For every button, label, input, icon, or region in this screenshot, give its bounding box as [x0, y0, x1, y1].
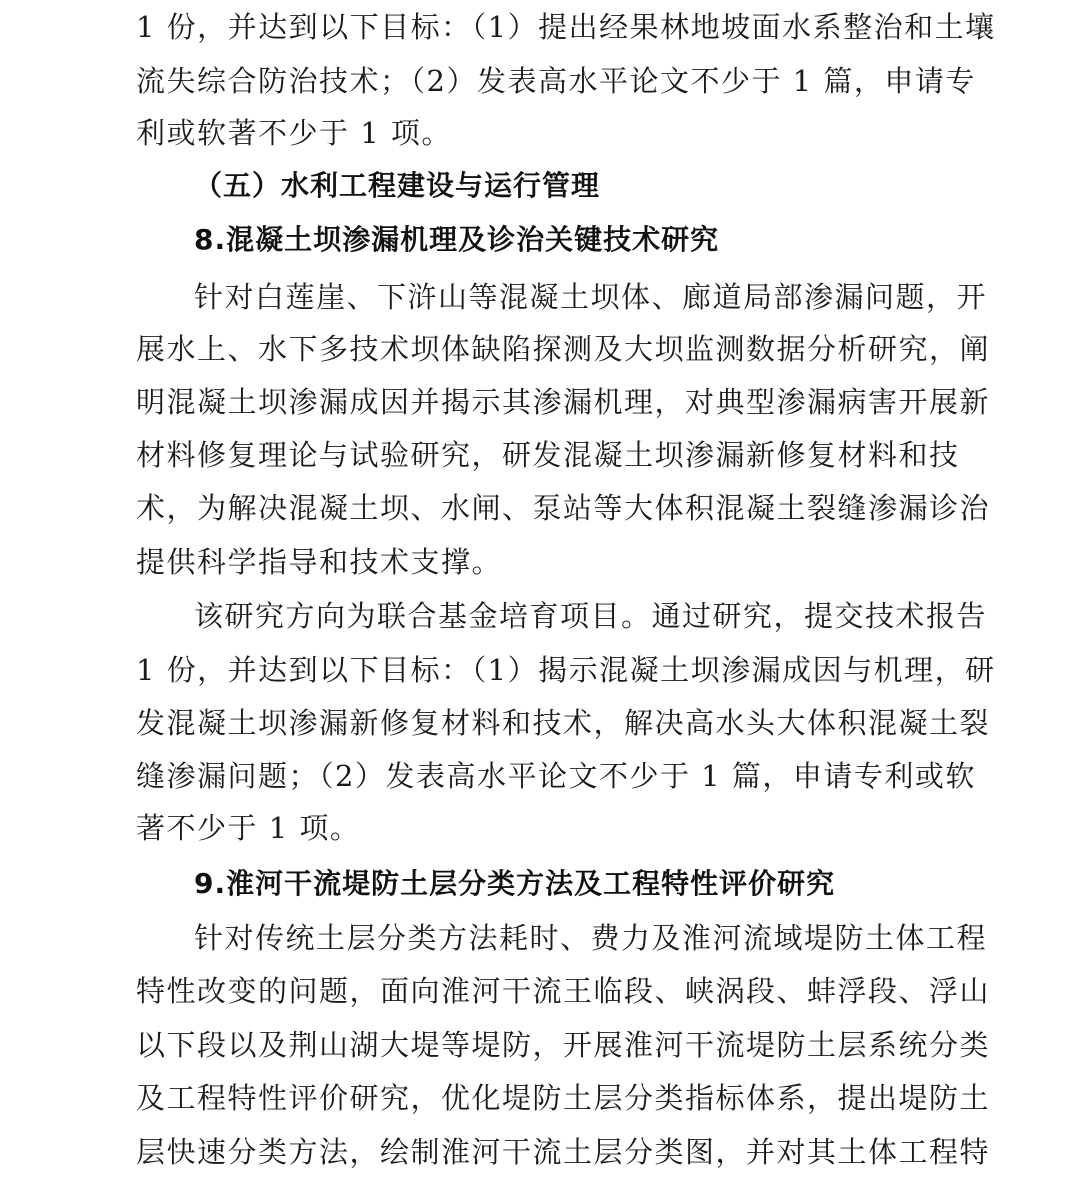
paragraph-line: 著不少于 1 项。 — [136, 811, 361, 845]
paragraph-line: 层快速分类方法，绘制淮河干流土层分类图，并对其土体工程特 — [136, 1135, 991, 1169]
paragraph-line: 该研究方向为联合基金培育项目。通过研究，提交技术报告 — [194, 599, 988, 633]
section-heading: （五）水利工程建设与运行管理 — [194, 169, 601, 202]
paragraph-line: 针对白莲崖、下浒山等混凝土坝体、廊道局部渗漏问题，开 — [194, 280, 988, 314]
paragraph-line: 以下段以及荆山湖大堤等堤防，开展淮河干流堤防土层系统分类 — [136, 1028, 991, 1062]
paragraph-line: 特性改变的问题，面向淮河干流王临段、峡涡段、蚌浮段、浮山 — [136, 974, 991, 1008]
paragraph-line: 缝渗漏问题；（2）发表高水平论文不少于 1 篇，申请专利或软 — [136, 759, 976, 793]
paragraph-line: 术，为解决混凝土坝、水闸、泵站等大体积混凝土裂缝渗漏诊治 — [136, 491, 991, 525]
paragraph-line: 针对传统土层分类方法耗时、费力及淮河流域堤防土体工程 — [194, 921, 988, 955]
paragraph-line: 利或软著不少于 1 项。 — [136, 116, 452, 150]
paragraph-line: 1 份，并达到以下目标：（1）提出经果林地坡面水系整治和土壤 — [136, 10, 996, 44]
paragraph-line: 发混凝土坝渗漏新修复材料和技术，解决高水头大体积混凝土裂 — [136, 706, 991, 740]
paragraph-line: 材料修复理论与试验研究，研发混凝土坝渗漏新修复材料和技 — [136, 438, 960, 472]
subsection-heading: 8.混凝土坝渗漏机理及诊治关键技术研究 — [194, 223, 720, 256]
subsection-heading: 9.淮河干流堤防土层分类方法及工程特性评价研究 — [194, 867, 836, 900]
paragraph-line: 及工程特性评价研究，优化堤防土层分类指标体系，提出堤防土 — [136, 1081, 991, 1115]
paragraph-line: 明混凝土坝渗漏成因并揭示其渗漏机理，对典型渗漏病害开展新 — [136, 385, 991, 419]
paragraph-line: 展水上、水下多技术坝体缺陷探测及大坝监测数据分析研究，阐 — [136, 332, 991, 366]
paragraph-line: 流失综合防治技术；（2）发表高水平论文不少于 1 篇，申请专 — [136, 64, 976, 98]
paragraph-line: 提供科学指导和技术支撑。 — [136, 545, 503, 579]
paragraph-line: 1 份，并达到以下目标：（1）揭示混凝土坝渗漏成因与机理，研 — [136, 653, 996, 687]
